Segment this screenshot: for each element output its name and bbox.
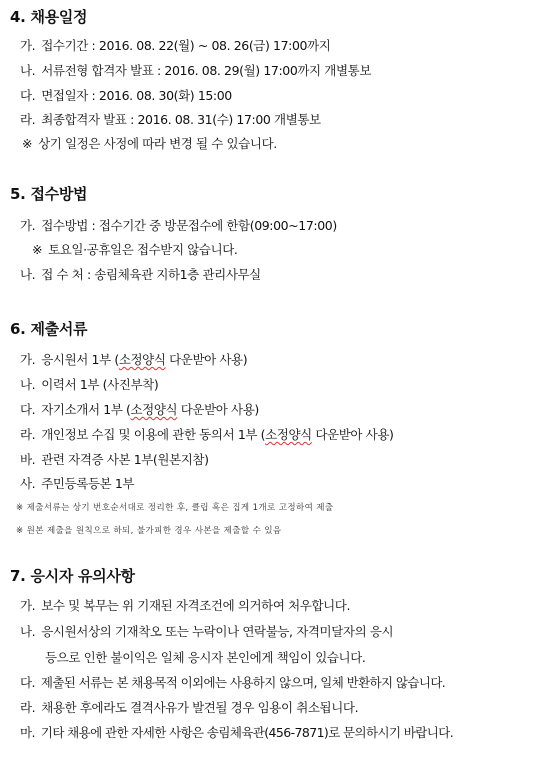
item-text: 채용한 후에라도 결격사유가 발견될 경우 임용이 취소됩니다.: [41, 700, 359, 715]
item-text: 다운받아 사용): [177, 402, 259, 417]
note-text: 상기 일정은 사정에 따라 변경 될 수 있습니다.: [38, 136, 277, 151]
item-text: 접수기간 : 2016. 08. 22(월) ~ 08. 26(금) 17:00까지: [41, 38, 331, 53]
list-item: [20, 63, 371, 79]
item-marker: 바.: [20, 452, 36, 467]
spellcheck-underlined-word: 소정양식: [265, 427, 312, 442]
item-marker: 가.: [20, 598, 36, 613]
item-marker: 사.: [20, 476, 36, 491]
item-text: 최종합격자 발표 : 2016. 08. 31(수) 17:00 개별통보: [41, 112, 321, 127]
item-marker: 나.: [20, 624, 36, 639]
note-text: 원본 제출을 원칙으로 하되, 불가피한 경우 사본을 제출할 수 있음: [26, 526, 282, 536]
list-item: [20, 218, 337, 234]
item-marker: 다.: [20, 675, 35, 690]
item-marker: 가.: [20, 218, 36, 233]
spellcheck-underlined-word: 소정양식: [118, 352, 166, 367]
item-text: 다운받아 사용): [311, 427, 394, 442]
item-text: 등으로 인한 불이익은 일체 응시자 본인에게 책임이 있습니다.: [45, 650, 366, 665]
section-heading-application: 5. 접수방법: [10, 185, 88, 203]
item-text: 면접일자 : 2016. 08. 30(화) 15:00: [41, 88, 232, 103]
list-item: [20, 452, 209, 468]
item-marker: 가.: [20, 38, 36, 53]
item-marker: 다.: [20, 402, 36, 417]
item-text: 기타 채용에 관한 자세한 사항은 송림체육관(456-7871)로 문의하시기 바랍니다.: [40, 725, 454, 740]
list-item: [20, 598, 350, 614]
item-text: 자기소개서 1부 (: [41, 402, 131, 417]
list-item-continuation: [45, 650, 365, 666]
list-item: [20, 725, 453, 741]
item-marker: 나.: [20, 63, 36, 78]
item-text: 관련 자격증 사본 1부(원본지참): [41, 452, 209, 467]
item-marker: 마.: [20, 725, 35, 740]
item-text: 접 수 처 : 송림체육관 지하1층 관리사무실: [41, 267, 261, 282]
item-marker: 라.: [20, 700, 36, 715]
item-marker: 나.: [20, 377, 36, 392]
list-item: [20, 624, 393, 640]
list-item: [20, 88, 232, 104]
item-marker: 가.: [20, 352, 36, 367]
item-text: 주민등록등본 1부: [41, 476, 135, 491]
spellcheck-underlined-word: 소정양식: [130, 402, 178, 417]
note-marker: ※: [32, 242, 43, 257]
list-item: [20, 112, 321, 128]
note-marker: ※: [16, 526, 24, 536]
note-marker: ※: [16, 503, 24, 513]
item-marker: 다.: [20, 88, 36, 103]
item-marker: 라.: [20, 427, 36, 442]
list-item: [20, 476, 134, 492]
item-text: 제출된 서류는 본 채용목적 이외에는 사용하지 않으며, 일체 반환하지 않습니다.: [40, 675, 446, 690]
section-heading-documents: 6. 제출서류: [10, 320, 88, 338]
list-item: [20, 675, 445, 691]
list-item: [20, 352, 247, 368]
fine-print-note: [16, 525, 282, 537]
item-text: 서류전형 합격자 발표 : 2016. 08. 29(월) 17:00까지 개별통보: [41, 63, 371, 78]
item-text: 응시원서상의 기재착오 또는 누락이나 연락불능, 자격미달자의 응시: [41, 624, 394, 639]
note-text: 제출서류는 상기 번호순서대로 정리한 후, 클립 혹은 집게 1개로 고정하여 제출: [26, 503, 334, 513]
fine-print-note: [16, 502, 334, 514]
item-text: 보수 및 복무는 위 기재된 자격조건에 의거하여 처우합니다.: [41, 598, 351, 613]
section-heading-precautions: 7. 응시자 유의사항: [10, 567, 135, 585]
notice-line: [22, 136, 277, 152]
notice-line: [32, 242, 238, 258]
list-item: [20, 267, 261, 283]
item-text: 응시원서 1부 (: [41, 352, 119, 367]
item-marker: 나.: [20, 267, 36, 282]
item-text: 개인정보 수집 및 이용에 관한 동의서 1부 (: [41, 427, 266, 442]
note-marker: ※: [22, 136, 33, 151]
item-text: 접수방법 : 접수기간 중 방문접수에 한함(09:00~17:00): [41, 218, 337, 233]
section-heading-schedule: 4. 채용일정: [10, 8, 88, 26]
list-item: [20, 377, 158, 393]
list-item: [20, 700, 358, 716]
list-item: [20, 402, 259, 418]
item-marker: 라.: [20, 112, 36, 127]
list-item: [20, 38, 330, 54]
note-text: 토요일·공휴일은 접수받지 않습니다.: [48, 242, 238, 257]
item-text: 이력서 1부 (사진부착): [41, 377, 159, 392]
list-item: [20, 427, 394, 443]
item-text: 다운받아 사용): [165, 352, 248, 367]
